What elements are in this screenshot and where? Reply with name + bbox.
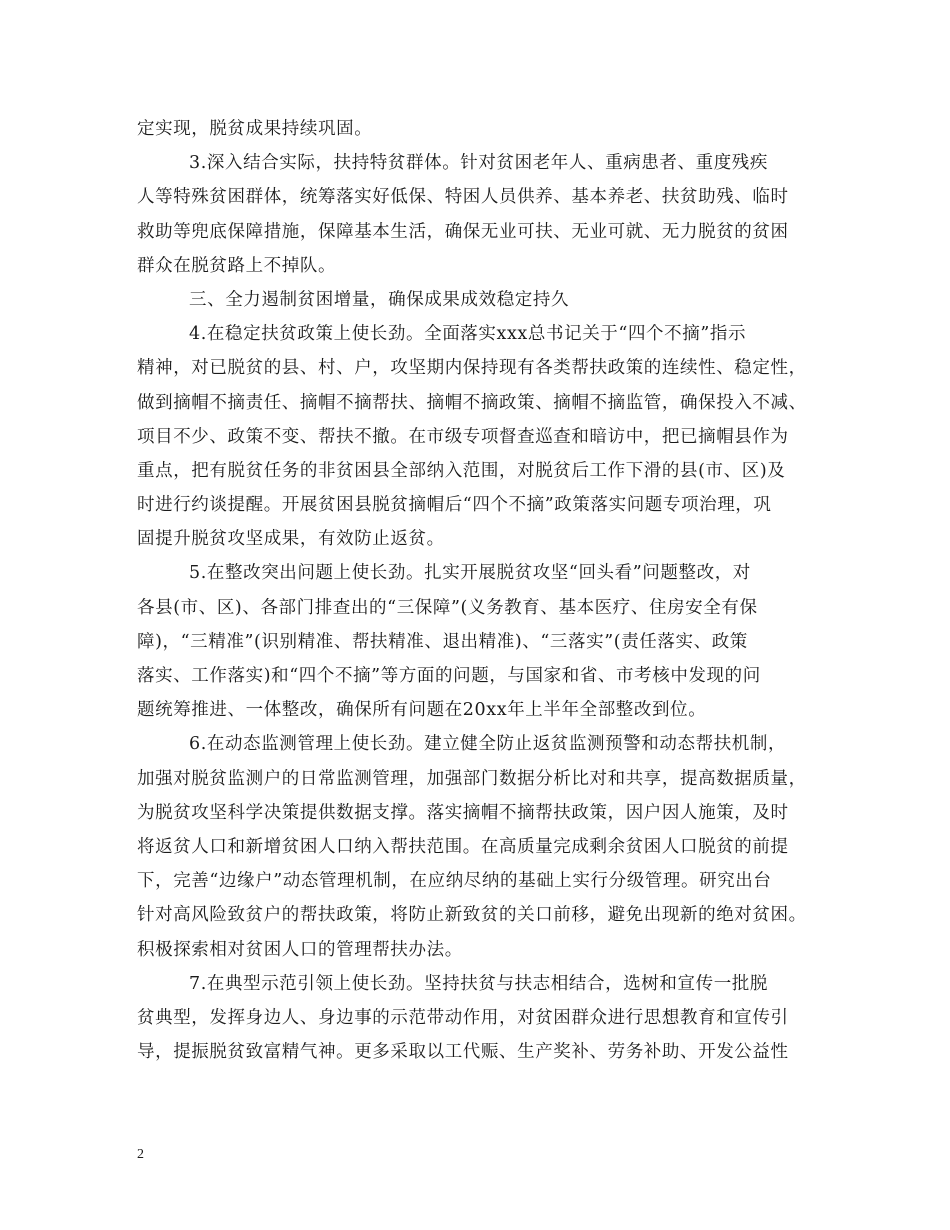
text-line: 导，提振脱贫致富精气神。更多采取以工代赈、生产奖补、劳务补助、开发公益性 [137,1042,789,1063]
text-line: 救助等兜底保障措施，保障基本生活，确保无业可扶、无业可就、无力脱贫的贫困 [137,221,789,242]
text-line: 人等特殊贫困群体，统筹落实好低保、特困人员供养、基本养老、扶贫助残、临时 [137,187,789,208]
text-line: 4.在稳定扶贫政策上使长劲。全面落实xxx总书记关于“四个不摘”指示 [189,324,747,345]
text-line: 时进行约谈提醒。开展贫困县脱贫摘帽后“四个不摘”政策落实问题专项治理，巩 [137,495,772,516]
text-line: 重点，把有脱贫任务的非贫困县全部纳入范围，对脱贫后工作下滑的县(市、区)及 [137,460,786,481]
text-line: 各县(市、区)、各部门排查出的“三保障”(义务教育、基本医疗、住房安全有保 [137,597,758,618]
text-line: 贫典型，发挥身边人、身边事的示范带动作用，对贫困群众进行思想教育和宣传引 [137,1007,789,1028]
text-line: 落实、工作落实)和“四个不摘”等方面的问题，与国家和省、市考核中发现的问 [137,666,761,686]
text-line: 3.深入结合实际，扶持特贫群体。针对贫困老年人、重病患者、重度残疾 [189,153,768,174]
text-line: 为脱贫攻坚科学决策提供数据支撑。落实摘帽不摘帮扶政策，因户因人施策，及时 [137,802,789,823]
document-body [137,112,827,1069]
text-line: 障)，“三精准”(识别精准、帮扶精准、退出精准)、“三落实”(责任落实、政策 [137,631,748,652]
text-line: 加强对脱贫监测户的日常监测管理，加强部门数据分析比对和共享，提高数据质量， [137,768,807,789]
text-line: 做到摘帽不摘责任、摘帽不摘帮扶、摘帽不摘政策、摘帽不摘监管，确保投入不减、 [137,392,807,413]
text-line: 群众在脱贫路上不掉队。 [137,255,337,276]
text-line: 针对高风险致贫户的帮扶政策，将防止新致贫的关口前移，避免出现新的绝对贫困。 [137,905,807,926]
text-line: 将返贫人口和新增贫困人口纳入帮扶范围。在高质量完成剩余贫困人口脱贫的前提 [137,836,789,857]
text-line: 精神，对已脱贫的县、村、户，攻坚期内保持现有各类帮扶政策的连续性、稳定性， [137,358,807,379]
page-number: 2 [137,1147,144,1162]
text-line: 项目不少、政策不变、帮扶不撤。在市级专项督查巡查和暗访中，把已摘帽县作为 [137,426,789,447]
text-line: 积极探索相对贫困人口的管理帮扶办法。 [137,939,463,960]
text-line: 固提升脱贫攻坚成果，有效防止返贫。 [137,529,445,550]
text-line: 下，完善“边缘户”动态管理机制，在应纳尽纳的基础上实行分级管理。研究出台 [137,871,772,892]
text-line: 题统筹推进、一体整改，确保所有问题在20xx年上半年全部整改到位。 [137,700,707,721]
text-line: 三、全力遏制贫困增量，确保成果成效稳定持久 [189,289,570,310]
text-line: 5.在整改突出问题上使长劲。扎实开展脱贫攻坚“回头看”问题整改，对 [189,563,751,584]
text-line: 定实现，脱贫成果持续巩固。 [137,119,373,139]
text-line: 7.在典型示范引领上使长劲。坚持扶贫与扶志相结合，选树和宣传一批脱 [189,973,768,994]
text-line: 6.在动态监测管理上使长劲。建立健全防止返贫监测预警和动态帮扶机制， [189,734,787,755]
